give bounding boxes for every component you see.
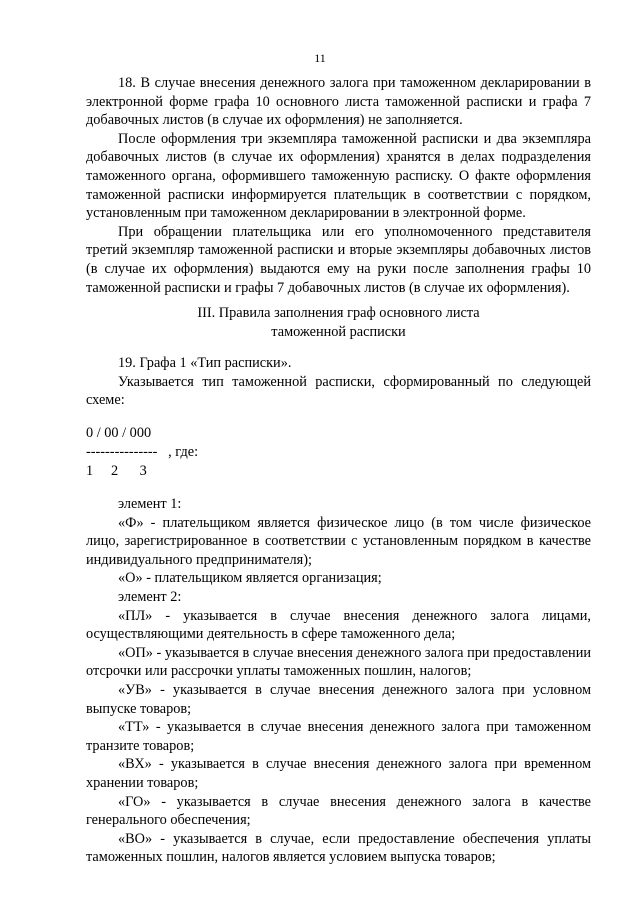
scheme-numbers <box>86 462 198 481</box>
paragraph-19-title: 19. Графа 1 «Тип расписки». <box>118 355 292 371</box>
paragraph-18-1: 18. В случае внесения денежного залога при таможенном декларировании в электронной форме графа 10 основного листа таможенной расписки и графа 7 добавочных листов (в случае их оформления) не заполняется. <box>86 75 591 129</box>
section-heading <box>86 304 591 342</box>
scheme-number-1: 1 <box>86 463 94 479</box>
section-18 <box>86 74 591 297</box>
scheme-number-2: 2 <box>111 463 119 479</box>
element-op: «ОП» - указывается в случае внесения денежного залога при предоставлении отсрочки или рассрочки уплаты таможенных пошлин, налогов; <box>86 644 591 680</box>
element-list <box>86 495 591 867</box>
element-vh: «ВХ» - указывается в случае внесения денежного залога при временном хранении товаров; <box>86 756 591 791</box>
element-tt: «ТТ» - указывается в случае внесения денежного залога при таможенном транзите товаров; <box>86 719 591 754</box>
element-f: «Ф» - плательщиком является физическое лицо (в том числе физическое лицо, зарегистрированное в соответствии с установленным порядком в качестве индивидуального предпринимателя); <box>86 514 591 568</box>
page-number: 11 <box>314 51 326 65</box>
paragraph-18-2: После оформления три экземпляра таможенной расписки и два экземпляра добавочных листов (в случае их оформления) хранятся в делах подразделения таможенного органа, оформившего таможенную расписку. О факте оформления таможенной расписки информируется плательщик в соответствии с порядком, установленным при таможенном декларировании в электронной форме. <box>86 130 591 222</box>
element-1-label: элемент 1: <box>118 496 182 512</box>
heading-line-2: таможенной расписки <box>271 324 406 340</box>
element-2-label: элемент 2: <box>118 588 182 605</box>
element-go: «ГО» - указывается в случае внесения денежного залога в качестве генерального обеспечения; <box>86 793 591 829</box>
element-uv: «УВ» - указывается в случае внесения денежного залога при условном выпуске товаров; <box>86 681 591 717</box>
paragraph-18-3: При обращении плательщика или его уполномоченного представителя третий экземпляр таможенной расписки и вторые экземпляры добавочных листов (в случае их оформления) выдаются ему на руки после заполнения графы 10 таможенной расписки и графы 7 добавочных листов (в случае их оформления). <box>86 223 591 296</box>
heading-line-1: III. Правила заполнения граф основного листа <box>197 305 480 321</box>
element-o: «О» - плательщиком является организация; <box>118 570 382 587</box>
element-vo: «ВО» - указывается в случае, если предоставление обеспечения уплаты таможенных пошлин, налогов является условием выпуска товаров; <box>86 830 591 866</box>
section-19 <box>86 354 591 410</box>
scheme-code: 0 / 00 / 000 <box>86 425 152 441</box>
scheme-where: , где: <box>168 444 199 460</box>
scheme-dashes: --------------- <box>86 444 158 460</box>
paragraph-19-intro: Указывается тип таможенной расписки, сформированный по следующей схеме: <box>86 373 591 409</box>
scheme-divider-row <box>86 443 198 462</box>
type-scheme <box>86 424 198 481</box>
scheme-number-3: 3 <box>139 463 147 479</box>
element-pl: «ПЛ» - указывается в случае внесения денежного залога лицами, осуществляющими деятельность в сфере таможенного дела; <box>86 607 591 643</box>
